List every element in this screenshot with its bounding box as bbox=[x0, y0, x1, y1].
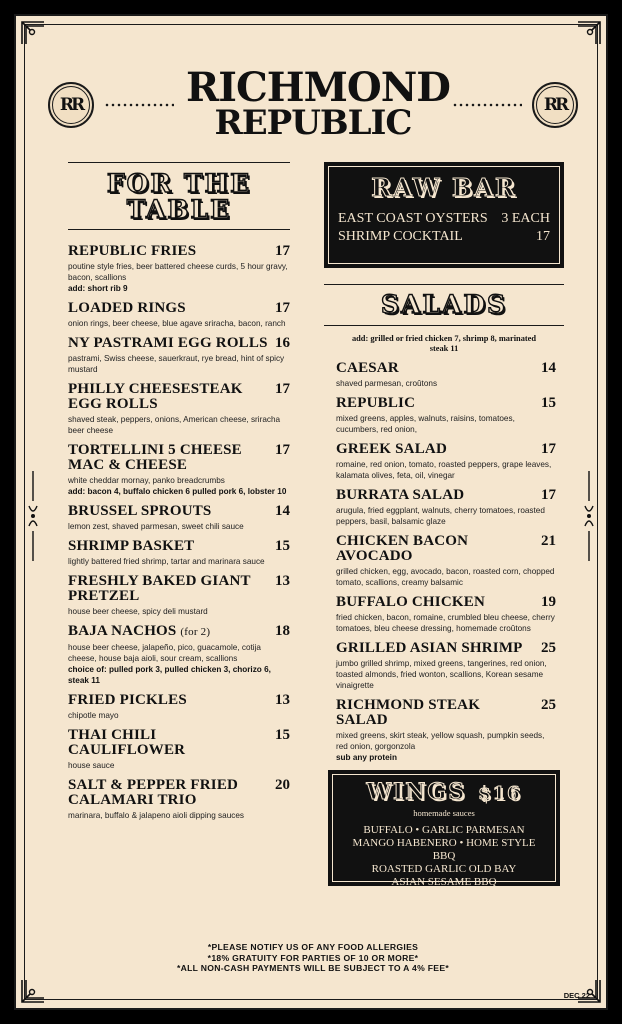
menu-item-name-text: BURRATA SALAD bbox=[336, 487, 465, 503]
corner-ornament-icon bbox=[576, 20, 602, 46]
menu-item-price: 17 bbox=[275, 300, 290, 316]
brand-name-line1: RICHMOND bbox=[186, 64, 450, 111]
menu-item-price: 14 bbox=[541, 360, 556, 376]
salads-title: SALADS bbox=[380, 290, 508, 319]
menu-item-description: arugula, fried eggplant, walnuts, cherry tomatoes, roasted peppers, basil, balsamic glaze bbox=[336, 506, 545, 526]
menu-item-header bbox=[68, 693, 290, 708]
menu-item-header bbox=[68, 382, 290, 412]
menu-item-name-text: TORTELLINI 5 CHEESE MAC & CHEESE bbox=[68, 442, 242, 473]
raw-bar-title: RAW BAR bbox=[371, 173, 517, 202]
menu-item-description: house sauce bbox=[68, 761, 115, 770]
salads-add-note: add: grilled or fried chicken 7, shrimp 8, marinated steak 11 bbox=[351, 334, 537, 353]
menu-item-header bbox=[336, 488, 556, 503]
monogram-seal-icon: RR bbox=[532, 82, 578, 128]
menu-item bbox=[68, 336, 290, 375]
menu-item bbox=[336, 534, 556, 588]
menu-item-name-text: REPUBLIC FRIES bbox=[68, 243, 197, 259]
menu-item-name-text: CHICKEN BACON AVOCADO bbox=[336, 533, 469, 564]
right-column bbox=[324, 162, 564, 886]
menu-item-price: 15 bbox=[275, 727, 290, 743]
raw-bar-item bbox=[338, 210, 550, 228]
menu-item-name bbox=[68, 778, 269, 808]
menu-item-price: 17 bbox=[275, 381, 290, 397]
menu-item-description: shaved steak, peppers, onions, American cheese, sriracha beer cheese bbox=[68, 415, 281, 435]
raw-bar-item bbox=[338, 228, 550, 246]
side-scroll-ornament-icon bbox=[26, 471, 40, 561]
menu-item-price: 17 bbox=[275, 243, 290, 259]
section-rule bbox=[68, 229, 290, 230]
menu-item-name-text: BUFFALO CHICKEN bbox=[336, 594, 485, 610]
menu-item-name bbox=[336, 442, 447, 457]
menu-item-addon: sub any protein bbox=[336, 753, 397, 762]
menu-item-description: romaine, red onion, tomato, roasted peppers, grape leaves, kalamata olives, feta, oil, vinegar bbox=[336, 460, 552, 480]
menu-item-name-text: NY PASTRAMI EGG ROLLS bbox=[68, 335, 268, 351]
menu-item-description: poutine style fries, beer battered cheese curds, 5 hour gravy, bacon, scallions bbox=[68, 262, 288, 282]
menu-item-name-text: BAJA NACHOS bbox=[68, 623, 177, 639]
menu-item-description: mixed greens, skirt steak, yellow squash, pumpkin seeds, red onion, gorgonzola bbox=[336, 731, 545, 751]
menu-item bbox=[68, 244, 290, 294]
footer-line: *ALL NON-CASH PAYMENTS WILL BE SUBJECT TO A 4% FEE* bbox=[176, 963, 450, 973]
menu-item-description: chipotle mayo bbox=[68, 711, 119, 720]
wing-sauce-line: ROASTED GARLIC OLD BAY bbox=[371, 863, 517, 875]
menu-item-price: 21 bbox=[541, 533, 556, 549]
footer-line: *18% GRATUITY FOR PARTIES OF 10 OR MORE* bbox=[207, 952, 419, 963]
menu-item-description: lemon zest, shaved parmesan, sweet chili sauce bbox=[68, 522, 244, 531]
menu-item-price: 16 bbox=[275, 335, 290, 351]
section-rule bbox=[324, 284, 564, 285]
menu-item bbox=[68, 728, 290, 771]
menu-item-price: 18 bbox=[275, 623, 290, 639]
menu-item-header bbox=[336, 442, 556, 457]
wings-subtitle: homemade sauces bbox=[413, 808, 475, 818]
raw-bar-item-price: 17 bbox=[536, 229, 550, 244]
menu-item-name bbox=[68, 244, 196, 259]
monogram-seal-icon: RR bbox=[48, 82, 94, 128]
menu-item-list bbox=[68, 244, 290, 821]
header bbox=[16, 54, 610, 154]
raw-bar-list bbox=[338, 210, 550, 246]
menu-item-name-text: REPUBLIC bbox=[336, 395, 416, 411]
section-rule bbox=[68, 162, 290, 163]
menu-item-header bbox=[336, 641, 556, 656]
menu-item-description: house beer cheese, jalapeño, pico, guacamole, cotija cheese, house baja aioli, sour cream, scallions bbox=[68, 643, 261, 663]
side-scroll-ornament-icon bbox=[582, 471, 596, 561]
menu-item bbox=[68, 382, 290, 436]
menu-item-description: lightly battered fried shrimp, tartar and marinara sauce bbox=[68, 557, 265, 566]
raw-bar-item-name: SHRIMP COCKTAIL bbox=[338, 229, 463, 244]
menu-item-description: onion rings, beer cheese, blue agave sriracha, bacon, ranch bbox=[68, 319, 286, 328]
menu-item bbox=[336, 595, 556, 634]
menu-item-description: jumbo grilled shrimp, mixed greens, tangerines, red onion, toasted almonds, fried wonton, scallions, Korean sesame vinaigrette bbox=[336, 659, 547, 690]
wings-box bbox=[328, 770, 560, 886]
menu-item-header bbox=[336, 534, 556, 564]
menu-item-description: fried chicken, bacon, romaine, crumbled bleu cheese, cherry tomatoes, bleu cheese dressing, homemade croûtons bbox=[336, 613, 555, 633]
wings-price: $16 bbox=[478, 783, 522, 804]
menu-item-name-text: PHILLY CHEESESTEAK EGG ROLLS bbox=[68, 381, 243, 412]
menu-item-addon: add: short rib 9 bbox=[68, 284, 128, 293]
menu-item-name-text: CAESAR bbox=[336, 360, 399, 376]
dotted-divider bbox=[452, 102, 522, 108]
menu-item-header bbox=[336, 396, 556, 411]
menu-item bbox=[68, 693, 290, 721]
menu-item-name-text: RICHMOND STEAK SALAD bbox=[336, 697, 481, 728]
menu-item-name bbox=[68, 504, 211, 519]
menu-item-name-text: SALT & PEPPER FRIED CALAMARI TRIO bbox=[68, 777, 239, 808]
wings-header bbox=[340, 780, 548, 806]
menu-item-price: 15 bbox=[275, 538, 290, 554]
corner-ornament-icon bbox=[20, 20, 46, 46]
menu-item-header bbox=[68, 244, 290, 259]
raw-bar-item-name: EAST COAST OYSTERS bbox=[338, 211, 488, 226]
menu-item-price: 20 bbox=[275, 777, 290, 793]
menu-item-name bbox=[336, 641, 523, 656]
menu-item-name-text: GREEK SALAD bbox=[336, 441, 447, 457]
menu-item bbox=[68, 574, 290, 617]
menu-item-price: 19 bbox=[541, 594, 556, 610]
menu-item-header bbox=[68, 301, 290, 316]
menu-item-name bbox=[68, 574, 269, 604]
menu-item bbox=[336, 641, 556, 691]
menu-item-name bbox=[336, 396, 415, 411]
menu-item-name-text: FRESHLY BAKED GIANT PRETZEL bbox=[68, 573, 251, 604]
menu-item bbox=[68, 443, 290, 497]
wing-sauce-line: BUFFALO • GARLIC PARMESAN bbox=[363, 824, 525, 836]
menu-item-addon: choice of: pulled pork 3, pulled chicken 3, chorizo 6, steak 11 bbox=[68, 665, 271, 685]
menu-item-name bbox=[68, 624, 210, 640]
date-code: DEC 22 bbox=[563, 991, 590, 1000]
menu-item bbox=[336, 442, 556, 481]
menu-item-description: shaved parmesan, croûtons bbox=[336, 379, 438, 388]
menu-item bbox=[68, 539, 290, 567]
menu-item-description: white cheddar mornay, panko breadcrumbs bbox=[68, 476, 225, 485]
for-the-table-section bbox=[68, 162, 290, 828]
menu-item-price: 17 bbox=[541, 487, 556, 503]
raw-bar-item-price: 3 EACH bbox=[501, 211, 550, 226]
menu-item-description: mixed greens, apples, walnuts, raisins, tomatoes, cucumbers, red onion, bbox=[336, 414, 515, 434]
menu-item-price: 15 bbox=[541, 395, 556, 411]
section-rule bbox=[324, 325, 564, 326]
menu-item bbox=[68, 624, 290, 686]
menu-item bbox=[68, 778, 290, 821]
menu-item-header bbox=[68, 728, 290, 758]
menu-item-name bbox=[68, 693, 187, 708]
wing-sauce-line: MANGO HABENERO • HOME STYLE BBQ bbox=[352, 837, 536, 862]
menu-page bbox=[14, 14, 608, 1010]
section-title: FOR THE bbox=[106, 169, 252, 198]
menu-item bbox=[68, 301, 290, 329]
menu-item-name bbox=[68, 336, 268, 351]
menu-item-name bbox=[68, 728, 269, 758]
menu-item-header bbox=[68, 336, 290, 351]
wing-sauce-list bbox=[340, 824, 548, 889]
section-title: TABLE bbox=[126, 195, 232, 224]
salad-item-list bbox=[324, 361, 564, 763]
corner-ornament-icon bbox=[20, 978, 46, 1004]
menu-item-name-text: LOADED RINGS bbox=[68, 300, 186, 316]
wings-title: WINGS bbox=[366, 779, 467, 805]
menu-item-name bbox=[68, 301, 186, 316]
menu-item bbox=[336, 361, 556, 389]
menu-item-price: 25 bbox=[541, 640, 556, 656]
menu-item-name-note: (for 2) bbox=[180, 626, 211, 638]
menu-item-description: house beer cheese, spicy deli mustard bbox=[68, 607, 208, 616]
menu-item-name-text: BRUSSEL SPROUTS bbox=[68, 503, 212, 519]
menu-item-header bbox=[68, 574, 290, 604]
menu-item-header bbox=[336, 361, 556, 376]
menu-item-header bbox=[68, 443, 290, 473]
raw-bar-box bbox=[324, 162, 564, 268]
brand-name-line2: REPUBLIC bbox=[214, 103, 412, 143]
menu-item-description: pastrami, Swiss cheese, sauerkraut, rye bread, hint of spicy mustard bbox=[68, 354, 285, 374]
menu-item-price: 17 bbox=[541, 441, 556, 457]
menu-item-addon: add: bacon 4, buffalo chicken 6 pulled pork 6, lobster 10 bbox=[68, 487, 287, 496]
menu-item-name bbox=[336, 488, 464, 503]
menu-item-price: 17 bbox=[275, 442, 290, 458]
footer-notes bbox=[16, 942, 610, 974]
menu-item-header bbox=[68, 504, 290, 519]
menu-item-name bbox=[336, 595, 485, 610]
menu-item-header bbox=[336, 595, 556, 610]
menu-item-header bbox=[68, 539, 290, 554]
menu-item-name bbox=[68, 443, 269, 473]
menu-item-name-text: SHRIMP BASKET bbox=[68, 538, 195, 554]
menu-item-name bbox=[336, 698, 535, 728]
menu-item-price: 14 bbox=[275, 503, 290, 519]
menu-item bbox=[336, 488, 556, 527]
menu-item-description: grilled chicken, egg, avocado, bacon, roasted corn, chopped tomato, scallions, creamy balsamic bbox=[336, 567, 555, 587]
menu-item-name bbox=[68, 539, 194, 554]
menu-item bbox=[68, 504, 290, 532]
wing-sauce-line: ASIAN SESAME BBQ bbox=[391, 876, 497, 888]
menu-item-name bbox=[336, 534, 535, 564]
dotted-divider bbox=[104, 102, 174, 108]
menu-item-price: 13 bbox=[275, 573, 290, 589]
menu-item bbox=[336, 698, 556, 763]
menu-item-name bbox=[68, 382, 269, 412]
menu-item-name-text: THAI CHILI CAULIFLOWER bbox=[68, 727, 186, 758]
menu-item-name bbox=[336, 361, 399, 376]
menu-item-header bbox=[68, 778, 290, 808]
menu-item-header bbox=[336, 698, 556, 728]
menu-item-description: marinara, buffalo & jalapeno aioli dipping sauces bbox=[68, 811, 244, 820]
menu-item-name-text: GRILLED ASIAN SHRIMP bbox=[336, 640, 523, 656]
menu-item-price: 13 bbox=[275, 692, 290, 708]
footer-line: *PLEASE NOTIFY US OF ANY FOOD ALLERGIES bbox=[207, 942, 419, 952]
menu-item-name-text: FRIED PICKLES bbox=[68, 692, 187, 708]
menu-item-header bbox=[68, 624, 290, 640]
menu-item-price: 25 bbox=[541, 697, 556, 713]
menu-item bbox=[336, 396, 556, 435]
